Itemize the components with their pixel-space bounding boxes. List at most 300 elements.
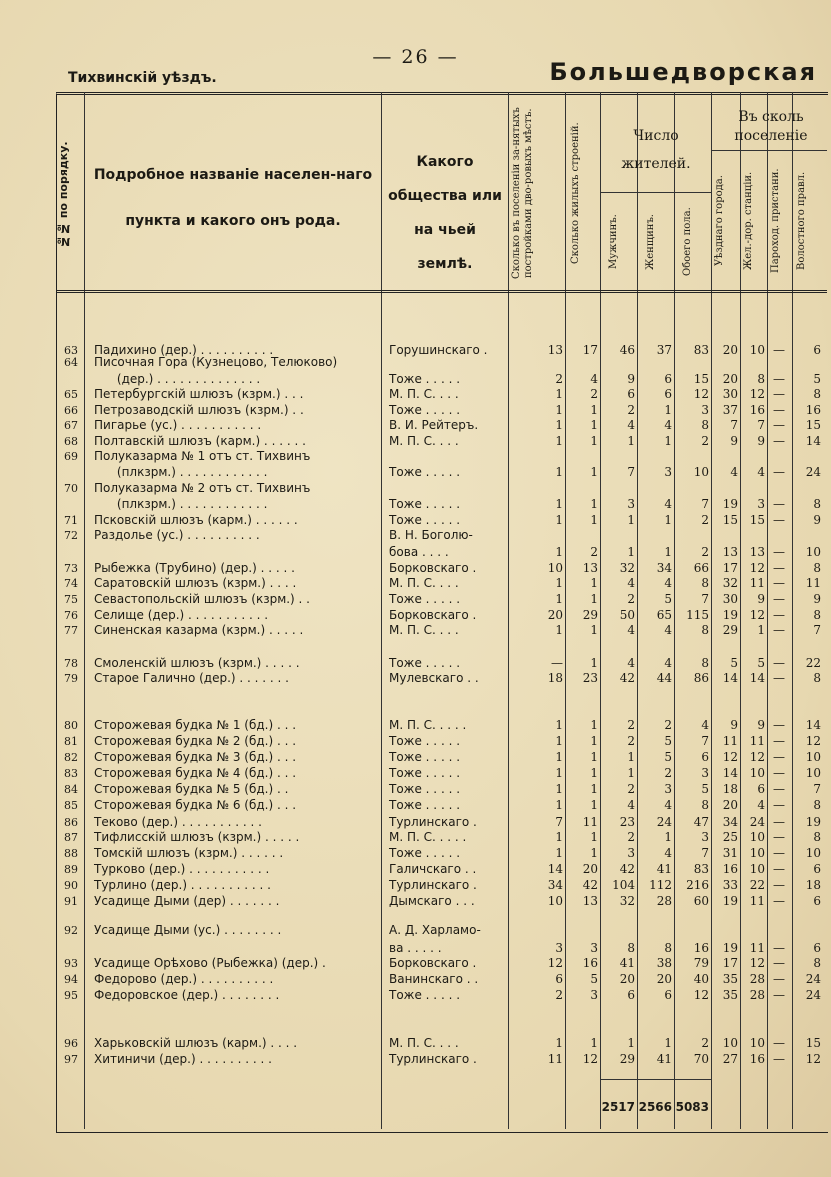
society-name: бова . . . . [389, 545, 449, 559]
cell-dist-town: 20 [722, 343, 738, 357]
header-number: №№ по порядку. [57, 141, 70, 249]
table-row [0, 972, 831, 987]
row-number: 73 [64, 562, 78, 575]
cell-men: 7 [627, 465, 635, 479]
cell-dist-pier: — [773, 561, 785, 575]
county-title: Тихвинскій уѣздъ. [68, 70, 217, 86]
place-name: Сторожевая будка № 4 (бд.) . . . [94, 766, 297, 780]
cell-buildings: 1 [590, 576, 598, 590]
cell-buildings: 1 [590, 434, 598, 448]
cell-women: 1 [664, 1036, 672, 1050]
cell-dist-town: 31 [722, 846, 738, 860]
cell-men: 1 [627, 1036, 635, 1050]
cell-women: 34 [656, 561, 672, 575]
place-name: Полуказарма № 1 отъ ст. Тихвинъ [94, 449, 311, 463]
place-name: Сторожевая будка № 6 (бд.) . . . [94, 798, 297, 812]
cell-dwellings: 1 [555, 465, 563, 479]
place-name: Федорово (дер.) . . . . . . . . . . [94, 972, 274, 986]
cell-dwellings: 1 [555, 766, 563, 780]
society-name: М. П. С. . . . . [389, 718, 467, 732]
society-name: Галичскаго . . [389, 862, 477, 876]
cell-dist-pier: — [773, 878, 785, 892]
cell-dist-rail: 3 [757, 497, 765, 511]
cell-both: 83 [693, 862, 709, 876]
cell-dist-rail: 12 [749, 956, 765, 970]
cell-dwellings: 34 [547, 878, 563, 892]
cell-both: 7 [701, 846, 709, 860]
cell-women: 20 [656, 972, 672, 986]
cell-buildings: 1 [590, 465, 598, 479]
cell-dist-rail: 9 [757, 718, 765, 732]
society-name: Тоже . . . . . [389, 766, 461, 780]
place-name: Сторожевая будка № 1 (бд.) . . . [94, 718, 297, 732]
cell-buildings: 13 [582, 561, 598, 575]
cell-dist-pier: — [773, 1036, 785, 1050]
society-name: М. П. С. . . . . [389, 830, 467, 844]
header-dist-rail: Жел.-дор. станціи. [743, 171, 754, 271]
cell-dist-town: 19 [722, 608, 738, 622]
cell-buildings: 1 [590, 656, 598, 670]
society-name: Тоже . . . . . [389, 513, 461, 527]
cell-dist-town: 25 [722, 830, 738, 844]
cell-both: 2 [701, 545, 709, 559]
total-women: 2566 [638, 1100, 672, 1114]
cell-both: 8 [701, 418, 709, 432]
cell-dist-volost: 8 [813, 671, 821, 685]
society-name: Тоже . . . . . [389, 465, 461, 479]
society-name: В. И. Рейтеръ. [389, 418, 479, 432]
cell-men: 3 [627, 497, 635, 511]
cell-dist-volost: 7 [813, 623, 821, 637]
cell-men: 32 [619, 894, 635, 908]
cell-dist-rail: 12 [749, 750, 765, 764]
cell-dist-pier: — [773, 608, 785, 622]
cell-buildings: 1 [590, 750, 598, 764]
row-number: 92 [64, 924, 78, 937]
cell-dist-volost: 6 [813, 894, 821, 908]
row-number: 84 [64, 783, 78, 796]
cell-buildings: 1 [590, 623, 598, 637]
table-row [0, 734, 831, 749]
cell-dist-town: 19 [722, 497, 738, 511]
cell-both: 4 [701, 718, 709, 732]
table-row [0, 561, 831, 576]
society-name: Борковскаго . [389, 608, 477, 622]
cell-dwellings: 7 [555, 815, 563, 829]
cell-dist-rail: 16 [749, 403, 765, 417]
cell-dist-town: 32 [722, 576, 738, 590]
society-name: Тоже . . . . . [389, 656, 461, 670]
table-row [0, 782, 831, 797]
row-number: 79 [64, 672, 78, 685]
table-row [0, 766, 831, 781]
place-name: Петрозаводскій шлюзъ (кзрм.) . . [94, 403, 304, 417]
cell-dist-volost: 16 [805, 403, 821, 417]
cell-both: 10 [693, 465, 709, 479]
cell-dist-pier: — [773, 576, 785, 590]
table-row [0, 623, 831, 638]
cell-dist-rail: 12 [749, 561, 765, 575]
cell-dist-town: 33 [722, 878, 738, 892]
cell-buildings: 1 [590, 418, 598, 432]
cell-dist-town: 16 [722, 862, 738, 876]
cell-dist-pier: — [773, 387, 785, 401]
cell-dist-rail: 28 [749, 988, 765, 1002]
cell-dist-volost: 24 [805, 972, 821, 986]
cell-men: 1 [627, 545, 635, 559]
society-name: Тоже . . . . . [389, 497, 461, 511]
table-row [0, 830, 831, 845]
cell-dist-town: 14 [722, 671, 738, 685]
cell-dist-town: 17 [722, 956, 738, 970]
cell-men: 4 [627, 418, 635, 432]
cell-men: 32 [619, 561, 635, 575]
cell-dist-pier: — [773, 403, 785, 417]
cell-women: 4 [664, 418, 672, 432]
cell-women: 44 [656, 671, 672, 685]
cell-women: 112 [649, 878, 672, 892]
cell-dist-volost: 18 [805, 878, 821, 892]
cell-dist-town: 14 [722, 766, 738, 780]
society-name: В. Н. Боголю- [389, 528, 473, 542]
cell-dist-town: 4 [730, 465, 738, 479]
cell-dist-pier: — [773, 815, 785, 829]
cell-dist-town: 34 [722, 815, 738, 829]
place-name: Писочная Гора (Кузнецово, Телюково) [94, 355, 338, 369]
table-row [0, 671, 831, 686]
cell-dist-town: 37 [722, 403, 738, 417]
cell-men: 23 [619, 815, 635, 829]
cell-both: 115 [686, 608, 709, 622]
place-name: Сторожевая будка № 3 (бд.) . . . [94, 750, 297, 764]
cell-dist-rail: 11 [749, 734, 765, 748]
cell-women: 28 [656, 894, 672, 908]
place-name: Саратовскій шлюзъ (кзрм.) . . . . [94, 576, 297, 590]
row-number: 95 [64, 989, 78, 1002]
place-name: Сторожевая будка № 5 (бд.) . . [94, 782, 289, 796]
place-name: Смоленскій шлюзъ (кзрм.) . . . . . [94, 656, 300, 670]
table-row [0, 449, 831, 464]
cell-both: 3 [701, 766, 709, 780]
society-name: Дымскаго . . . [389, 894, 475, 908]
cell-dist-volost: 8 [813, 830, 821, 844]
cell-dwellings: 14 [547, 862, 563, 876]
cell-dist-volost: 12 [805, 1052, 821, 1066]
cell-dist-town: 13 [722, 545, 738, 559]
cell-dist-pier: — [773, 513, 785, 527]
cell-men: 2 [627, 782, 635, 796]
place-name: Усадище Дыми (дер) . . . . . . . [94, 894, 280, 908]
row-number: 91 [64, 895, 78, 908]
cell-dist-pier: — [773, 766, 785, 780]
cell-dist-volost: 15 [805, 418, 821, 432]
cell-dist-town: 18 [722, 782, 738, 796]
cell-dist-rail: 9 [757, 434, 765, 448]
place-name: Синенская казарма (кзрм.) . . . . . [94, 623, 304, 637]
header-dist-pier: Пароход. пристани. [770, 168, 781, 274]
society-name: М. П. С. . . . [389, 1036, 459, 1050]
cell-dist-town: 9 [730, 718, 738, 732]
cell-dwellings: 1 [555, 403, 563, 417]
cell-men: 2 [627, 592, 635, 606]
cell-men: 2 [627, 830, 635, 844]
cell-men: 1 [627, 750, 635, 764]
cell-buildings: 23 [582, 671, 598, 685]
cell-both: 47 [693, 815, 709, 829]
row-number: 77 [64, 624, 78, 637]
society-name: Тоже . . . . . [389, 846, 461, 860]
place-name: Теково (дер.) . . . . . . . . . . . [94, 815, 262, 829]
cell-both: 70 [693, 1052, 709, 1066]
cell-dist-pier: — [773, 941, 785, 955]
cell-both: 3 [701, 830, 709, 844]
cell-men: 42 [619, 862, 635, 876]
cell-dist-rail: 10 [749, 343, 765, 357]
cell-men: 8 [627, 941, 635, 955]
society-name: Тоже . . . . . [389, 988, 461, 1002]
header-name: Подробное названіе населен-наго пункта и какого онъ рода. [93, 167, 373, 229]
place-name: Усадище Дыми (ус.) . . . . . . . . [94, 923, 282, 937]
place-name: Пигарье (ус.) . . . . . . . . . . . [94, 418, 262, 432]
cell-dist-rail: 6 [757, 782, 765, 796]
place-name: Тифлисскій шлюзъ (кзрм.) . . . . . [94, 830, 300, 844]
cell-dist-pier: — [773, 798, 785, 812]
cell-dist-town: 20 [722, 798, 738, 812]
table-row [0, 1036, 831, 1051]
cell-dist-volost: 14 [805, 434, 821, 448]
table-row [0, 878, 831, 893]
table-row [0, 592, 831, 607]
cell-buildings: 3 [590, 988, 598, 1002]
row-number: 81 [64, 735, 78, 748]
cell-women: 38 [656, 956, 672, 970]
cell-buildings: 1 [590, 403, 598, 417]
cell-women: 4 [664, 497, 672, 511]
place-name: (плкзрм.) . . . . . . . . . . . . [94, 465, 268, 479]
cell-dist-town: 35 [722, 972, 738, 986]
cell-women: 6 [664, 387, 672, 401]
cell-buildings: 11 [582, 815, 598, 829]
cell-dist-rail: 12 [749, 608, 765, 622]
cell-dist-pier: — [773, 465, 785, 479]
cell-dist-rail: 11 [749, 941, 765, 955]
cell-dwellings: 1 [555, 734, 563, 748]
row-number: 87 [64, 831, 78, 844]
cell-both: 15 [693, 372, 709, 386]
cell-dist-town: 27 [722, 1052, 738, 1066]
society-name: Тоже . . . . . [389, 403, 461, 417]
inhabitants-subrule [600, 192, 711, 193]
row-number: 85 [64, 799, 78, 812]
cell-both: 3 [701, 403, 709, 417]
place-name: (плкзрм.) . . . . . . . . . . . . [94, 497, 268, 511]
society-name: М. П. С. . . . [389, 434, 459, 448]
cell-dwellings: 1 [555, 750, 563, 764]
cell-dist-pier: — [773, 750, 785, 764]
cell-dist-pier: — [773, 434, 785, 448]
cell-dist-rail: 13 [749, 545, 765, 559]
cell-buildings: 20 [582, 862, 598, 876]
place-name: Псковскій шлюзъ (карм.) . . . . . . [94, 513, 298, 527]
society-name: М. П. С. . . . [389, 387, 459, 401]
cell-buildings: 12 [582, 1052, 598, 1066]
cell-women: 1 [664, 830, 672, 844]
cell-men: 4 [627, 623, 635, 637]
cell-dist-rail: 22 [749, 878, 765, 892]
header-rule [56, 290, 827, 293]
row-number: 94 [64, 973, 78, 986]
cell-dwellings: 1 [555, 434, 563, 448]
cell-both: 60 [693, 894, 709, 908]
cell-both: 6 [701, 750, 709, 764]
cell-buildings: 1 [590, 830, 598, 844]
table-row [0, 798, 831, 813]
cell-women: 4 [664, 656, 672, 670]
totals-rule [600, 1079, 711, 1080]
cell-both: 216 [686, 878, 709, 892]
cell-dist-town: 35 [722, 988, 738, 1002]
cell-dist-volost: 6 [813, 343, 821, 357]
cell-dwellings: 12 [547, 956, 563, 970]
cell-men: 29 [619, 1052, 635, 1066]
cell-dist-pier: — [773, 894, 785, 908]
table-row [0, 434, 831, 449]
cell-dist-volost: 7 [813, 782, 821, 796]
cell-women: 8 [664, 941, 672, 955]
cell-dwellings: 1 [555, 513, 563, 527]
cell-buildings: 13 [582, 894, 598, 908]
cell-dist-volost: 8 [813, 387, 821, 401]
cell-dist-volost: 22 [805, 656, 821, 670]
volost-title: Большедворская [549, 58, 817, 86]
row-number: 83 [64, 767, 78, 780]
header-distance: Въ сколь поселеніе [734, 109, 808, 144]
place-name: Турково (дер.) . . . . . . . . . . . [94, 862, 270, 876]
cell-women: 6 [664, 988, 672, 1002]
cell-women: 41 [656, 1052, 672, 1066]
cell-both: 2 [701, 513, 709, 527]
table-row [0, 862, 831, 877]
distance-subrule [711, 150, 827, 151]
cell-both: 2 [701, 1036, 709, 1050]
cell-dwellings: 20 [547, 608, 563, 622]
row-number: 66 [64, 404, 78, 417]
society-name: Тоже . . . . . [389, 750, 461, 764]
row-number: 65 [64, 388, 78, 401]
cell-men: 4 [627, 656, 635, 670]
cell-men: 2 [627, 734, 635, 748]
cell-dist-rail: 14 [749, 671, 765, 685]
table-row [0, 941, 831, 956]
cell-men: 1 [627, 513, 635, 527]
row-number: 74 [64, 577, 78, 590]
cell-buildings: 1 [590, 592, 598, 606]
cell-dist-town: 15 [722, 513, 738, 527]
society-name: Тоже . . . . . [389, 734, 461, 748]
cell-women: 5 [664, 734, 672, 748]
cell-dist-volost: 8 [813, 798, 821, 812]
cell-dist-pier: — [773, 372, 785, 386]
society-name: Тоже . . . . . [389, 798, 461, 812]
row-number: 63 [64, 344, 78, 357]
cell-dist-volost: 24 [805, 988, 821, 1002]
place-name: Сторожевая будка № 2 (бд.) . . . [94, 734, 297, 748]
cell-dist-rail: 12 [749, 387, 765, 401]
table-row [0, 988, 831, 1003]
header-men: Мужчинъ. [608, 214, 619, 270]
cell-dist-rail: 16 [749, 1052, 765, 1066]
cell-dist-town: 10 [722, 1036, 738, 1050]
cell-both: 40 [693, 972, 709, 986]
cell-dist-pier: — [773, 592, 785, 606]
table-row [0, 465, 831, 480]
table-row [0, 1052, 831, 1067]
cell-women: 2 [664, 766, 672, 780]
row-number: 96 [64, 1037, 78, 1050]
cell-men: 3 [627, 846, 635, 860]
cell-buildings: 16 [582, 956, 598, 970]
header-society: Какого общества или на чьей землѣ. [388, 154, 502, 272]
place-name: Падихино (дер.) . . . . . . . . . . [94, 343, 274, 357]
cell-dwellings: 1 [555, 387, 563, 401]
row-number: 69 [64, 450, 78, 463]
cell-buildings: 17 [582, 343, 598, 357]
row-number: 75 [64, 593, 78, 606]
society-name: Горушинскаго . [389, 343, 488, 357]
cell-dist-pier: — [773, 671, 785, 685]
cell-dist-pier: — [773, 956, 785, 970]
cell-dist-volost: 19 [805, 815, 821, 829]
cell-dist-pier: — [773, 734, 785, 748]
cell-men: 20 [619, 972, 635, 986]
cell-dist-rail: 11 [749, 894, 765, 908]
header-dist-volost: Волостного правл. [796, 171, 807, 271]
cell-dwellings: 1 [555, 846, 563, 860]
society-name: Борковскаго . [389, 956, 477, 970]
cell-dist-pier: — [773, 782, 785, 796]
cell-women: 24 [656, 815, 672, 829]
header-buildings: Сколько жилыхъ строеній. [570, 122, 581, 264]
cell-dist-pier: — [773, 862, 785, 876]
society-name: А. Д. Харламо- [389, 923, 481, 937]
table-row [0, 528, 831, 543]
place-name: (дер.) . . . . . . . . . . . . . . [94, 372, 261, 386]
cell-dwellings: 1 [555, 576, 563, 590]
cell-dist-volost: 8 [813, 956, 821, 970]
cell-men: 6 [627, 988, 635, 1002]
cell-women: 1 [664, 513, 672, 527]
table-row [0, 576, 831, 591]
cell-dwellings: 13 [547, 343, 563, 357]
cell-dist-town: 12 [722, 750, 738, 764]
table-row [0, 956, 831, 971]
row-number: 76 [64, 609, 78, 622]
cell-dist-town: 11 [722, 734, 738, 748]
cell-dist-volost: 15 [805, 1036, 821, 1050]
table-row [0, 894, 831, 909]
cell-men: 104 [612, 878, 635, 892]
place-name: Петербургскій шлюзъ (кзрм.) . . . [94, 387, 304, 401]
cell-dist-pier: — [773, 1052, 785, 1066]
table-row [0, 815, 831, 830]
table-row [0, 513, 831, 528]
cell-buildings: 1 [590, 718, 598, 732]
place-name: Раздолье (ус.) . . . . . . . . . . [94, 528, 260, 542]
society-name: Турлинскаго . [389, 815, 477, 829]
society-name: Тоже . . . . . [389, 592, 461, 606]
header-dist-town: Уѣзднаго города. [714, 175, 725, 267]
cell-dist-volost: 8 [813, 497, 821, 511]
